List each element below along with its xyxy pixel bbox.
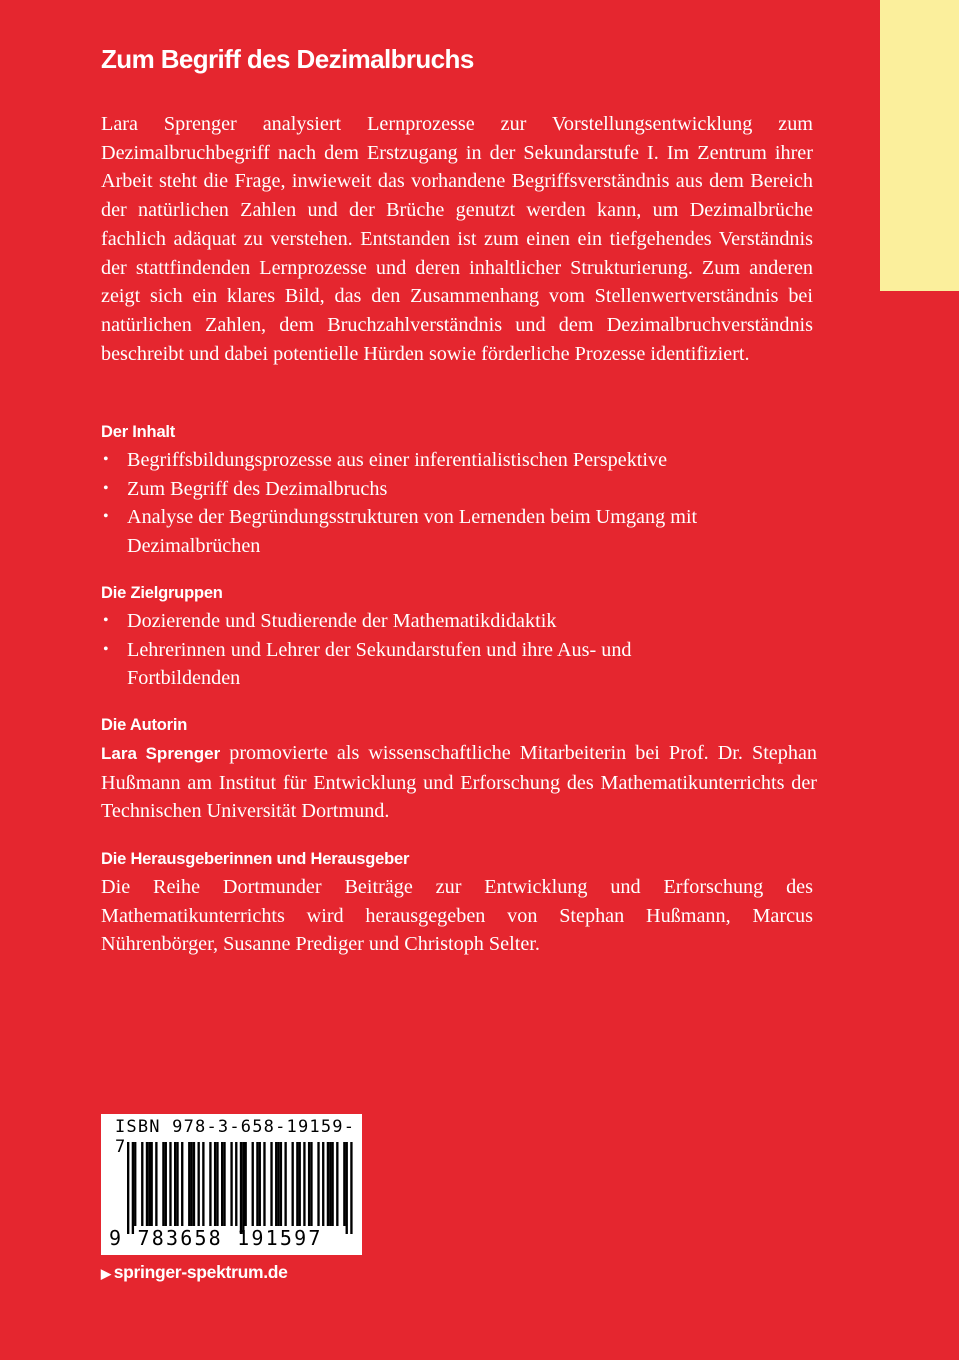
barcode-bar: [235, 1142, 237, 1226]
barcode-bar: [310, 1142, 312, 1226]
list-item: • Analyse der Begründungsstrukturen von Lernenden beim Umgang mit Dezimalbrüchen: [101, 503, 767, 560]
barcode-bar: [277, 1142, 279, 1226]
arrow-right-icon: ▶: [101, 1266, 111, 1281]
section-herausgeber: [101, 847, 813, 959]
barcode-bar: [240, 1142, 242, 1234]
barcode-bar: [317, 1142, 319, 1226]
barcode-bar: [162, 1142, 164, 1226]
barcode-bar: [209, 1142, 211, 1226]
barcode-bar: [252, 1142, 254, 1226]
publisher-url: [101, 1262, 288, 1283]
list-item: • Dozierende und Studierende der Mathematikdidaktik: [101, 607, 821, 636]
editors-text: Die Reihe Dortmunder Beiträge zur Entwicklung und Erforschung des Mathematikunterrichts wird herausgegeben von Stephan Hußmann, Marcus Nührenbörger, Susanne Prediger und Christoph Selter.: [101, 876, 813, 956]
barcode-bar: [230, 1142, 232, 1226]
author-name: Lara Sprenger: [101, 744, 221, 763]
isbn-label: ISBN 978-3-658-19159-7: [115, 1117, 356, 1157]
barcode-bar: [134, 1142, 136, 1226]
barcode-bar: [127, 1142, 129, 1234]
bullet-icon: •: [103, 479, 109, 497]
barcode-bar: [202, 1142, 204, 1226]
inhalt-list: [101, 446, 821, 561]
section-autorin: [101, 713, 817, 826]
barcode-bar: [270, 1142, 272, 1226]
barcode-bar: [296, 1142, 298, 1226]
barcode-bar: [155, 1142, 157, 1226]
barcode-bar: [343, 1142, 345, 1226]
barcode-bar: [242, 1142, 244, 1234]
barcode-bar: [284, 1142, 286, 1226]
blurb-text: Lara Sprenger analysiert Lernprozesse zur Vorstellungsentwicklung zum Dezimalbruchbegriff nach dem Erstzugang in der Sekundarstufe I. Im Zentrum ihrer Arbeit steht die Frage, inwieweit das vorhandene Begriffsverständnis aus dem Bereich der natürlichen Zahlen und der Brüche genutzt werden kann, um Dezimalbrüche fachlich adäquat zu verstehen. Entstanden ist zum einen ein tiefgehendes Verständnis der stattfindenden Lernprozesse und deren inhaltlicher Strukturierung. Zum anderen zeigt sich ein klares Bild, das den Zusammenhang vom Stellenwertverständnis bei natürlichen Zahlen, dem Bruchzahlverständnis und dem Dezimalbruchverständnis beschreibt und dabei potentielle Hürden sowie förderliche Prozesse identifiziert.: [101, 113, 813, 365]
barcode-bar: [146, 1142, 148, 1226]
barcode-bar: [193, 1142, 195, 1226]
section-inhalt: [101, 420, 821, 561]
barcode-bar: [190, 1142, 192, 1226]
barcode-bar: [292, 1142, 294, 1226]
section-zielgruppen: [101, 581, 821, 693]
section-heading-autorin: Die Autorin: [101, 716, 188, 734]
barcode-bar: [165, 1142, 167, 1226]
barcode-bar: [216, 1142, 218, 1226]
barcode-bar: [132, 1142, 134, 1234]
list-item: • Zum Begriff des Dezimalbruchs: [101, 475, 821, 504]
barcode-bar: [350, 1142, 352, 1234]
list-item: • Lehrerinnen und Lehrer der Sekundarstufen und ihre Aus- und Fortbildenden: [101, 636, 727, 693]
barcode-bar: [221, 1142, 223, 1226]
barcode-bar: [303, 1142, 305, 1226]
barcode-bar: [336, 1142, 338, 1226]
barcode-bar: [151, 1142, 153, 1226]
barcode-bar: [181, 1142, 183, 1226]
list-item: • Begriffsbildungsprozesse aus einer inferentialistischen Perspektive: [101, 446, 821, 475]
section-heading-herausgeber: Die Herausgeberinnen und Herausgeber: [101, 850, 410, 868]
barcode-bar: [329, 1142, 331, 1226]
publisher-url-text: springer-spektrum.de: [113, 1262, 288, 1282]
barcode-bar: [275, 1142, 277, 1226]
back-cover-title: Zum Begriff des Dezimalbruchs: [101, 44, 474, 74]
barcode-bar: [259, 1142, 261, 1226]
barcode-bar: [327, 1142, 329, 1226]
barcode-bar: [308, 1142, 310, 1226]
barcode-bar: [169, 1142, 171, 1226]
barcode-bar: [198, 1142, 200, 1226]
barcode-bar: [223, 1142, 225, 1226]
barcode-bar: [331, 1142, 333, 1226]
yellow-color-tab: [880, 0, 959, 291]
barcode-bar: [176, 1142, 178, 1226]
barcode-bar: [322, 1142, 324, 1226]
author-bio-text: promovierte als wissenschaftliche Mitarbeiterin bei Prof. Dr. Stephan Hußmann am Institut für Entwicklung und Erforschung des Mathematikunterrichts der Technischen Universität Dortmund.: [101, 742, 818, 823]
barcode-bar: [263, 1142, 265, 1226]
barcode-bar: [214, 1142, 216, 1226]
isbn-barcode-box: [101, 1114, 362, 1255]
barcode-bar: [346, 1142, 348, 1234]
section-heading-zielgruppen: Die Zielgruppen: [101, 584, 223, 602]
author-bio: [101, 739, 817, 826]
barcode-bar: [174, 1142, 176, 1226]
section-heading-inhalt: Der Inhalt: [101, 423, 176, 441]
bullet-icon: •: [103, 612, 109, 629]
isbn-digits: 9 783658 191597: [109, 1226, 323, 1250]
barcode-bar: [245, 1142, 247, 1226]
bullet-icon: •: [103, 451, 109, 468]
zielgruppen-list: [101, 607, 821, 693]
bullet-icon: •: [103, 640, 109, 658]
barcode-bar: [256, 1142, 258, 1226]
barcode-bar: [299, 1142, 301, 1226]
barcode-bar: [148, 1142, 150, 1226]
barcode-bar: [188, 1142, 190, 1226]
bullet-icon: •: [103, 508, 109, 526]
barcode-bar: [141, 1142, 143, 1226]
barcode-bar: [280, 1142, 282, 1226]
